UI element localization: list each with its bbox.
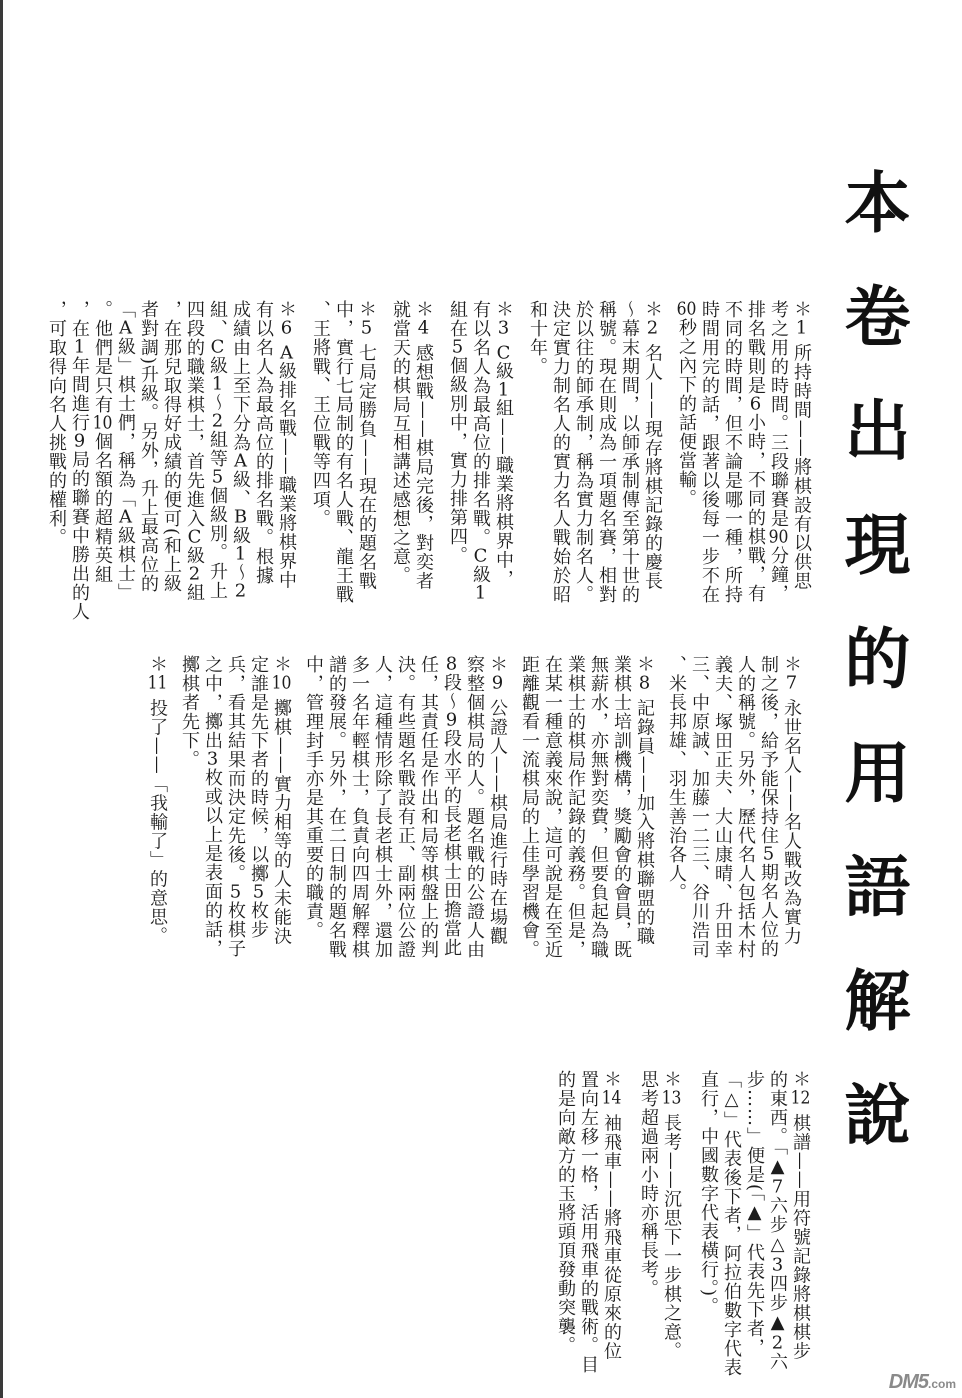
entry-line: 就當天的棋局互相講述感想之意。 [390,300,411,585]
entry-line: 有以名人為最高位的排名戰。根據 [253,300,274,585]
entry-line: ＊4 感想戰——棋局完後，對奕者 [413,300,434,591]
entry-line: ～幕末期間，以師承制傳至第十世的 [619,300,640,604]
entry-line: ，可取得向名人挑戰的權利。 [46,300,67,547]
entry-line: 成績由上至下分為A級、B級1～2 [230,300,251,600]
entry-line: ＊8 記錄員——加入將棋聯盟的職 [634,655,655,946]
entry-line: 有以名人為最高位的排名戰。C級1 [470,300,491,602]
entry-line: ＊5 七局定勝負——現在的題名戰 [356,300,377,591]
entry-line: 排名戰則是6小時，不同的棋戰，有 [745,300,766,603]
entry-line: 步……」便是(「▲」代表先下者， [744,1070,765,1358]
entry-line: 無薪水，亦無對奕費，但要負起為職 [588,655,609,959]
entry-line: 人，這種情形除了長老棋士外，還加 [372,655,393,959]
entry-line: 者對調)升級。另外，升上最高位的 [138,300,159,594]
term-entry-4 [389,300,435,635]
entry-line: 決定實力制名人的實力名人戰始於昭 [550,300,571,604]
entry-line: 譜的發展。另外，在二日制的題名戰 [326,655,347,959]
entry-line: ＊11 投了——「我輸了」的意思。 [147,655,168,946]
term-entry-11 [146,655,169,975]
entry-line: 時間用完的話，跟著以後每一步不在 [699,300,720,604]
entry-line: 距離觀看一流棋局的上佳學習機會。 [519,655,540,959]
entry-line: 任，其責任是作出和局等棋盤上的判 [418,655,439,959]
entry-line: ＊2 名人——現存將棋記錄的慶長 [642,300,663,591]
term-entry-14 [554,1070,623,1385]
page-title: 本卷出現的用語解說 [833,168,910,1194]
entry-line: 考之用的時間。三段聯賽是90分鐘， [768,300,789,603]
entry-line: ＊7 永世名人——名人戰改為實力 [781,655,802,946]
page-edge [0,0,3,1398]
entry-line: 組、C級1～2組等5個級別。升上 [207,300,228,600]
watermark-brand: DM5 [888,1371,928,1393]
entry-line: 在某一種意義來說，這可說是在至近 [542,655,563,959]
term-entry-3 [446,300,515,635]
entry-line: 的東西。「▲7六步△3四步▲2六 [767,1070,788,1371]
term-entry-7 [665,655,803,975]
glossary-band-bottom [554,1070,812,1385]
entry-line: 的是向敵方的玉將頭頂發動突襲。 [555,1070,576,1355]
entry-line: 三、中原誠、加藤一二三、谷川浩司 [689,655,710,959]
entry-line: ，在那兒取得好成績的便可(和上級 [161,300,182,594]
term-entry-2 [526,300,664,635]
term-entry-8 [518,655,656,975]
entry-line: 決。有些題名戰設有正、副兩位公證 [395,655,416,959]
entry-line: 擲棋者先下。 [179,655,200,769]
entry-line: 置向左移一格，活用飛車的戰術。目 [578,1070,599,1374]
entry-line: ＊12 棋譜——用符號記錄將棋棋步 [790,1070,811,1361]
glossary-band-top [45,300,813,635]
term-entry-9 [302,655,509,975]
entry-line: 察整個棋局的人。題名戰的公證人由 [464,655,485,959]
entry-line: ＊1 所持時間——將棋設有以供思 [791,300,812,591]
entry-line: ＊3 C級1組——職業將棋界中， [493,300,514,589]
term-entry-1 [675,300,813,635]
entry-line: ＊6 A級排名戰——職業將棋界中 [276,300,297,590]
entry-line: 業棋士培訓機構，獎勵會的會員，既 [611,655,632,959]
entry-line: 中，管理封手亦是其重要的職責。 [303,655,324,940]
entry-line: 組在5個級別中，實力排第四。 [447,300,468,565]
term-entry-12 [697,1070,812,1385]
entry-line: 8段～9段水平的長老棋士田擔當此 [441,655,462,957]
site-watermark-logo [889,1371,956,1394]
entry-line: 「△」代表後下者，阿拉伯數字代表 [721,1070,742,1377]
entry-line: 業棋士的棋局作記錄的義務。但是， [565,655,586,959]
entry-line: 制之後，給予能保持住5期名人位的 [758,655,779,958]
entry-line: 多一名年輕棋士，負責向四周解釋棋 [349,655,370,959]
entry-line: 直行，中國數字代表橫行。)。 [698,1070,719,1317]
term-entry-6 [45,300,298,635]
entry-line: 於以往的師承制，稱為實力制名人。 [573,300,594,604]
entry-line: 人的稱號。另外，歷代名人包括木村 [735,655,756,959]
term-entry-13 [637,1070,683,1385]
entry-line: 、王將戰、王位戰等四項。 [310,300,331,528]
entry-line: ，在1年間進行9局的聯賽中勝出的人 [69,300,90,621]
entry-line: 中，實行七局制的有名人戰、龍王戰 [333,300,354,604]
entry-line: ＊13 長考——沉思下一步棋之意。 [661,1070,682,1361]
entry-line: 義夫、塚田正夫、大山康晴、升田幸 [712,655,733,959]
entry-line: 和十年。 [527,300,548,376]
watermark-suffix: .com [927,1377,956,1391]
entry-line: ＊14 袖飛車——將飛車從原來的位 [601,1070,622,1361]
entry-line: 四段的職業棋士，首先進入C級2組 [184,300,205,602]
entry-line: ＊9 公證人——棋局進行時在場觀 [487,655,508,946]
entry-line: ＊10 擲棋——實力相等的人未能決 [271,655,292,946]
term-entry-10 [178,655,293,975]
entry-line: 思考超過兩小時亦稱長考。 [638,1070,659,1298]
entry-line: 定誰是先下者的時候，以擲5枚步 [248,655,269,939]
glossary-band-middle [146,655,803,975]
entry-line: 兵，看其結果而決定先後。5枚棋子 [225,655,246,958]
entry-line: 之中，擲出3枚或以上是表面的話， [202,655,223,958]
entry-line: 不同的時間，但不論是哪一種，所持 [722,300,743,604]
entry-line: 稱號。現在則成為一項題名賽，相對 [596,300,617,604]
entry-line: 60秒之內下的話便當輸。 [676,300,697,508]
entry-line: 、米長邦雄、羽生善治各人。 [666,655,687,902]
term-entry-5 [309,300,378,635]
entry-line: 。他們是只有10個名額的超精英組 [92,300,113,584]
entry-line: 「A級」棋士們，稱為「A級棋士」 [115,300,136,602]
